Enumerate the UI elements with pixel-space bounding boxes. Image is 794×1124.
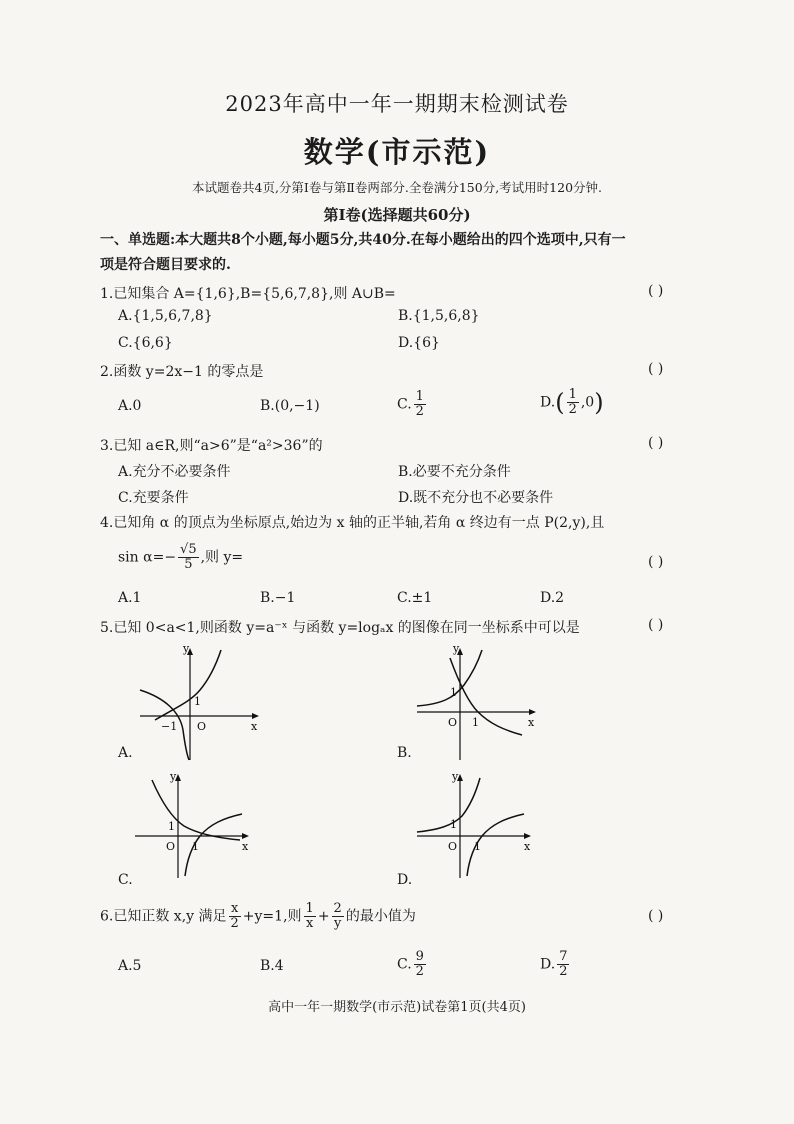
q5-option-b[interactable]: B.	[397, 745, 412, 761]
q3-option-a[interactable]: A.充分不必要条件	[118, 464, 231, 480]
q6-f1-num: x	[229, 902, 241, 917]
q5-graph-a[interactable]	[135, 640, 270, 765]
q3-option-c[interactable]: C.充要条件	[118, 490, 189, 506]
q2-option-c-prefix: C.	[397, 396, 412, 413]
q6-c-den: 2	[415, 964, 424, 979]
q6-option-a[interactable]: A.5	[118, 958, 142, 974]
q3-stem: 3.已知 a∈R,则“a>6”是“a²>36”的	[100, 438, 323, 454]
q6-f3-num: 2	[333, 901, 342, 916]
q3-option-d[interactable]: D.既不充分也不必要条件	[398, 490, 554, 506]
q2-d-num: 1	[568, 387, 577, 402]
graph-b-y-label: y	[453, 642, 460, 655]
q5-graph-b[interactable]	[412, 640, 547, 765]
graph-b-origin: O	[448, 716, 458, 729]
graph-c-one-x: 1	[192, 840, 199, 853]
q6-option-c-prefix: C.	[397, 956, 412, 973]
graph-d-one-x: 1	[474, 840, 481, 853]
q2-option-a[interactable]: A.0	[118, 398, 142, 414]
q4-option-a[interactable]: A.1	[118, 590, 142, 606]
q2-d-rest: ,0	[580, 394, 595, 411]
q6-fraction-1	[229, 902, 241, 931]
q4-stem-line2	[118, 543, 243, 572]
q2-d-den: 2	[568, 402, 577, 417]
graph-c-one-y: 1	[168, 820, 175, 833]
q5-graph-c[interactable]	[130, 768, 265, 883]
q2-option-c-fraction	[414, 390, 426, 419]
graph-a-x-label: x	[251, 720, 258, 733]
q6-stem	[100, 902, 416, 931]
graph-b-x-label: x	[528, 716, 535, 729]
q4-option-d[interactable]: D.2	[540, 590, 565, 606]
q6-fraction-2	[304, 902, 316, 931]
graph-a-x-arrow	[252, 713, 259, 719]
graph-a-curve-exp	[155, 650, 221, 720]
q6-f1-den: 2	[230, 916, 239, 931]
graph-a-neg-one: −1	[161, 720, 178, 733]
q2-answer-blank[interactable]: ( )	[648, 361, 664, 377]
q1-option-b[interactable]: B.{1,5,6,8}	[398, 308, 480, 324]
q6-stem-prefix: 6.已知正数 x,y 满足	[100, 908, 227, 925]
exam-intro: 本试题卷共4页,分第Ⅰ卷与第Ⅱ卷两部分.全卷满分150分,考试用时120分钟.	[192, 180, 602, 195]
q4-fraction	[178, 543, 199, 572]
q2-option-c[interactable]	[397, 390, 428, 419]
q1-option-a[interactable]: A.{1,5,6,7,8}	[118, 308, 213, 324]
section-title: 第Ⅰ卷(选择题共60分)	[323, 206, 471, 224]
q5-option-c[interactable]: C.	[118, 872, 133, 888]
q4-answer-blank[interactable]: ( )	[648, 554, 664, 570]
q6-f3-den: y	[334, 916, 342, 931]
q2-option-d[interactable]	[540, 388, 604, 417]
q6-stem-mid: +y=1,则	[242, 908, 302, 925]
q2-c-num: 1	[415, 389, 424, 404]
graph-c-y-label: y	[170, 770, 177, 783]
q2-stem: 2.函数 y=2x−1 的零点是	[100, 364, 264, 380]
graph-d-curve-exp	[417, 778, 480, 832]
q4-den: 5	[184, 557, 193, 572]
q6-stem-suffix: 的最小值为	[345, 908, 416, 925]
q6-f2-den: x	[306, 916, 314, 931]
subject-title: 数学(市示范)	[303, 135, 491, 169]
graph-b-one-x: 1	[472, 716, 479, 729]
q6-option-c[interactable]	[397, 950, 428, 979]
q6-f2-num: 1	[305, 901, 314, 916]
graph-a-one: 1	[194, 695, 201, 708]
graph-d-origin: O	[448, 840, 458, 853]
q4-option-c[interactable]: C.±1	[397, 590, 433, 606]
q6-d-den: 2	[559, 964, 568, 979]
q4-stem2-suffix: ,则 y=	[200, 549, 244, 566]
q1-option-d[interactable]: D.{6}	[398, 335, 440, 351]
q6-c-num: 9	[415, 949, 424, 964]
q6-option-d[interactable]	[540, 950, 571, 979]
graph-c-curve-exp	[152, 780, 240, 840]
q4-option-b[interactable]: B.−1	[260, 590, 296, 606]
instructions-line2: 项是符合题目要求的.	[100, 257, 231, 273]
graph-d-y-label: y	[452, 770, 459, 783]
q6-fraction-3	[332, 902, 344, 931]
q1-option-c[interactable]: C.{6,6}	[118, 335, 173, 351]
q3-option-b[interactable]: B.必要不充分条件	[398, 464, 511, 480]
graph-a-origin: O	[197, 720, 207, 733]
graph-c-x-arrow	[242, 833, 249, 839]
q5-option-a[interactable]: A.	[118, 745, 133, 761]
q4-stem2-prefix: sin α=−	[118, 549, 177, 566]
graph-a-y-label: y	[183, 642, 190, 655]
q1-stem: 1.已知集合 A={1,6},B={5,6,7,8},则 A∪B=	[100, 286, 396, 302]
q6-option-d-prefix: D.	[540, 956, 556, 973]
q1-answer-blank[interactable]: ( )	[648, 283, 664, 299]
graph-b-one-y: 1	[450, 686, 457, 699]
q6-d-num: 7	[559, 949, 568, 964]
q5-graph-d[interactable]	[412, 768, 547, 883]
q2-option-b[interactable]: B.(0,−1)	[260, 398, 320, 414]
q3-answer-blank[interactable]: ( )	[648, 435, 664, 451]
instructions-line1: 一、单选题:本大题共8个小题,每小题5分,共40分.在每小题给出的四个选项中,只有一	[100, 232, 626, 248]
graph-c-origin: O	[166, 840, 176, 853]
q6-answer-blank[interactable]: ( )	[648, 908, 664, 924]
q5-stem: 5.已知 0<a<1,则函数 y=a⁻ˣ 与函数 y=logₐx 的图像在同一坐标系中可以是	[100, 620, 580, 636]
q5-option-d[interactable]: D.	[397, 872, 413, 888]
page-footer: 高中一年一期数学(市示范)试卷第1页(共4页)	[268, 1000, 526, 1015]
q2-c-den: 2	[415, 404, 424, 419]
q6-option-b[interactable]: B.4	[260, 958, 284, 974]
q6-option-d-fraction	[557, 950, 569, 979]
q5-answer-blank[interactable]: ( )	[648, 617, 664, 633]
graph-d-x-label: x	[524, 840, 531, 853]
graph-b-curve-log	[450, 658, 522, 735]
graph-b-x-arrow	[529, 709, 536, 715]
q2-option-d-fraction	[567, 388, 579, 417]
q2-option-d-prefix: D.	[540, 394, 556, 411]
exam-title: 2023年高中一年一期期末检测试卷	[225, 92, 569, 116]
graph-d-x-arrow	[524, 833, 531, 839]
graph-d-one-y: 1	[450, 818, 457, 831]
q2-d-open-paren: (	[555, 388, 565, 417]
q6-option-c-fraction	[414, 950, 426, 979]
q4-num: √5	[180, 542, 197, 557]
q2-d-close-paren: )	[594, 388, 604, 417]
q4-stem: 4.已知角 α 的顶点为坐标原点,始边为 x 轴的正半轴,若角 α 终边有一点 P(2,y),且	[100, 515, 605, 531]
q6-plus: +	[317, 908, 330, 925]
graph-c-x-label: x	[242, 840, 249, 853]
